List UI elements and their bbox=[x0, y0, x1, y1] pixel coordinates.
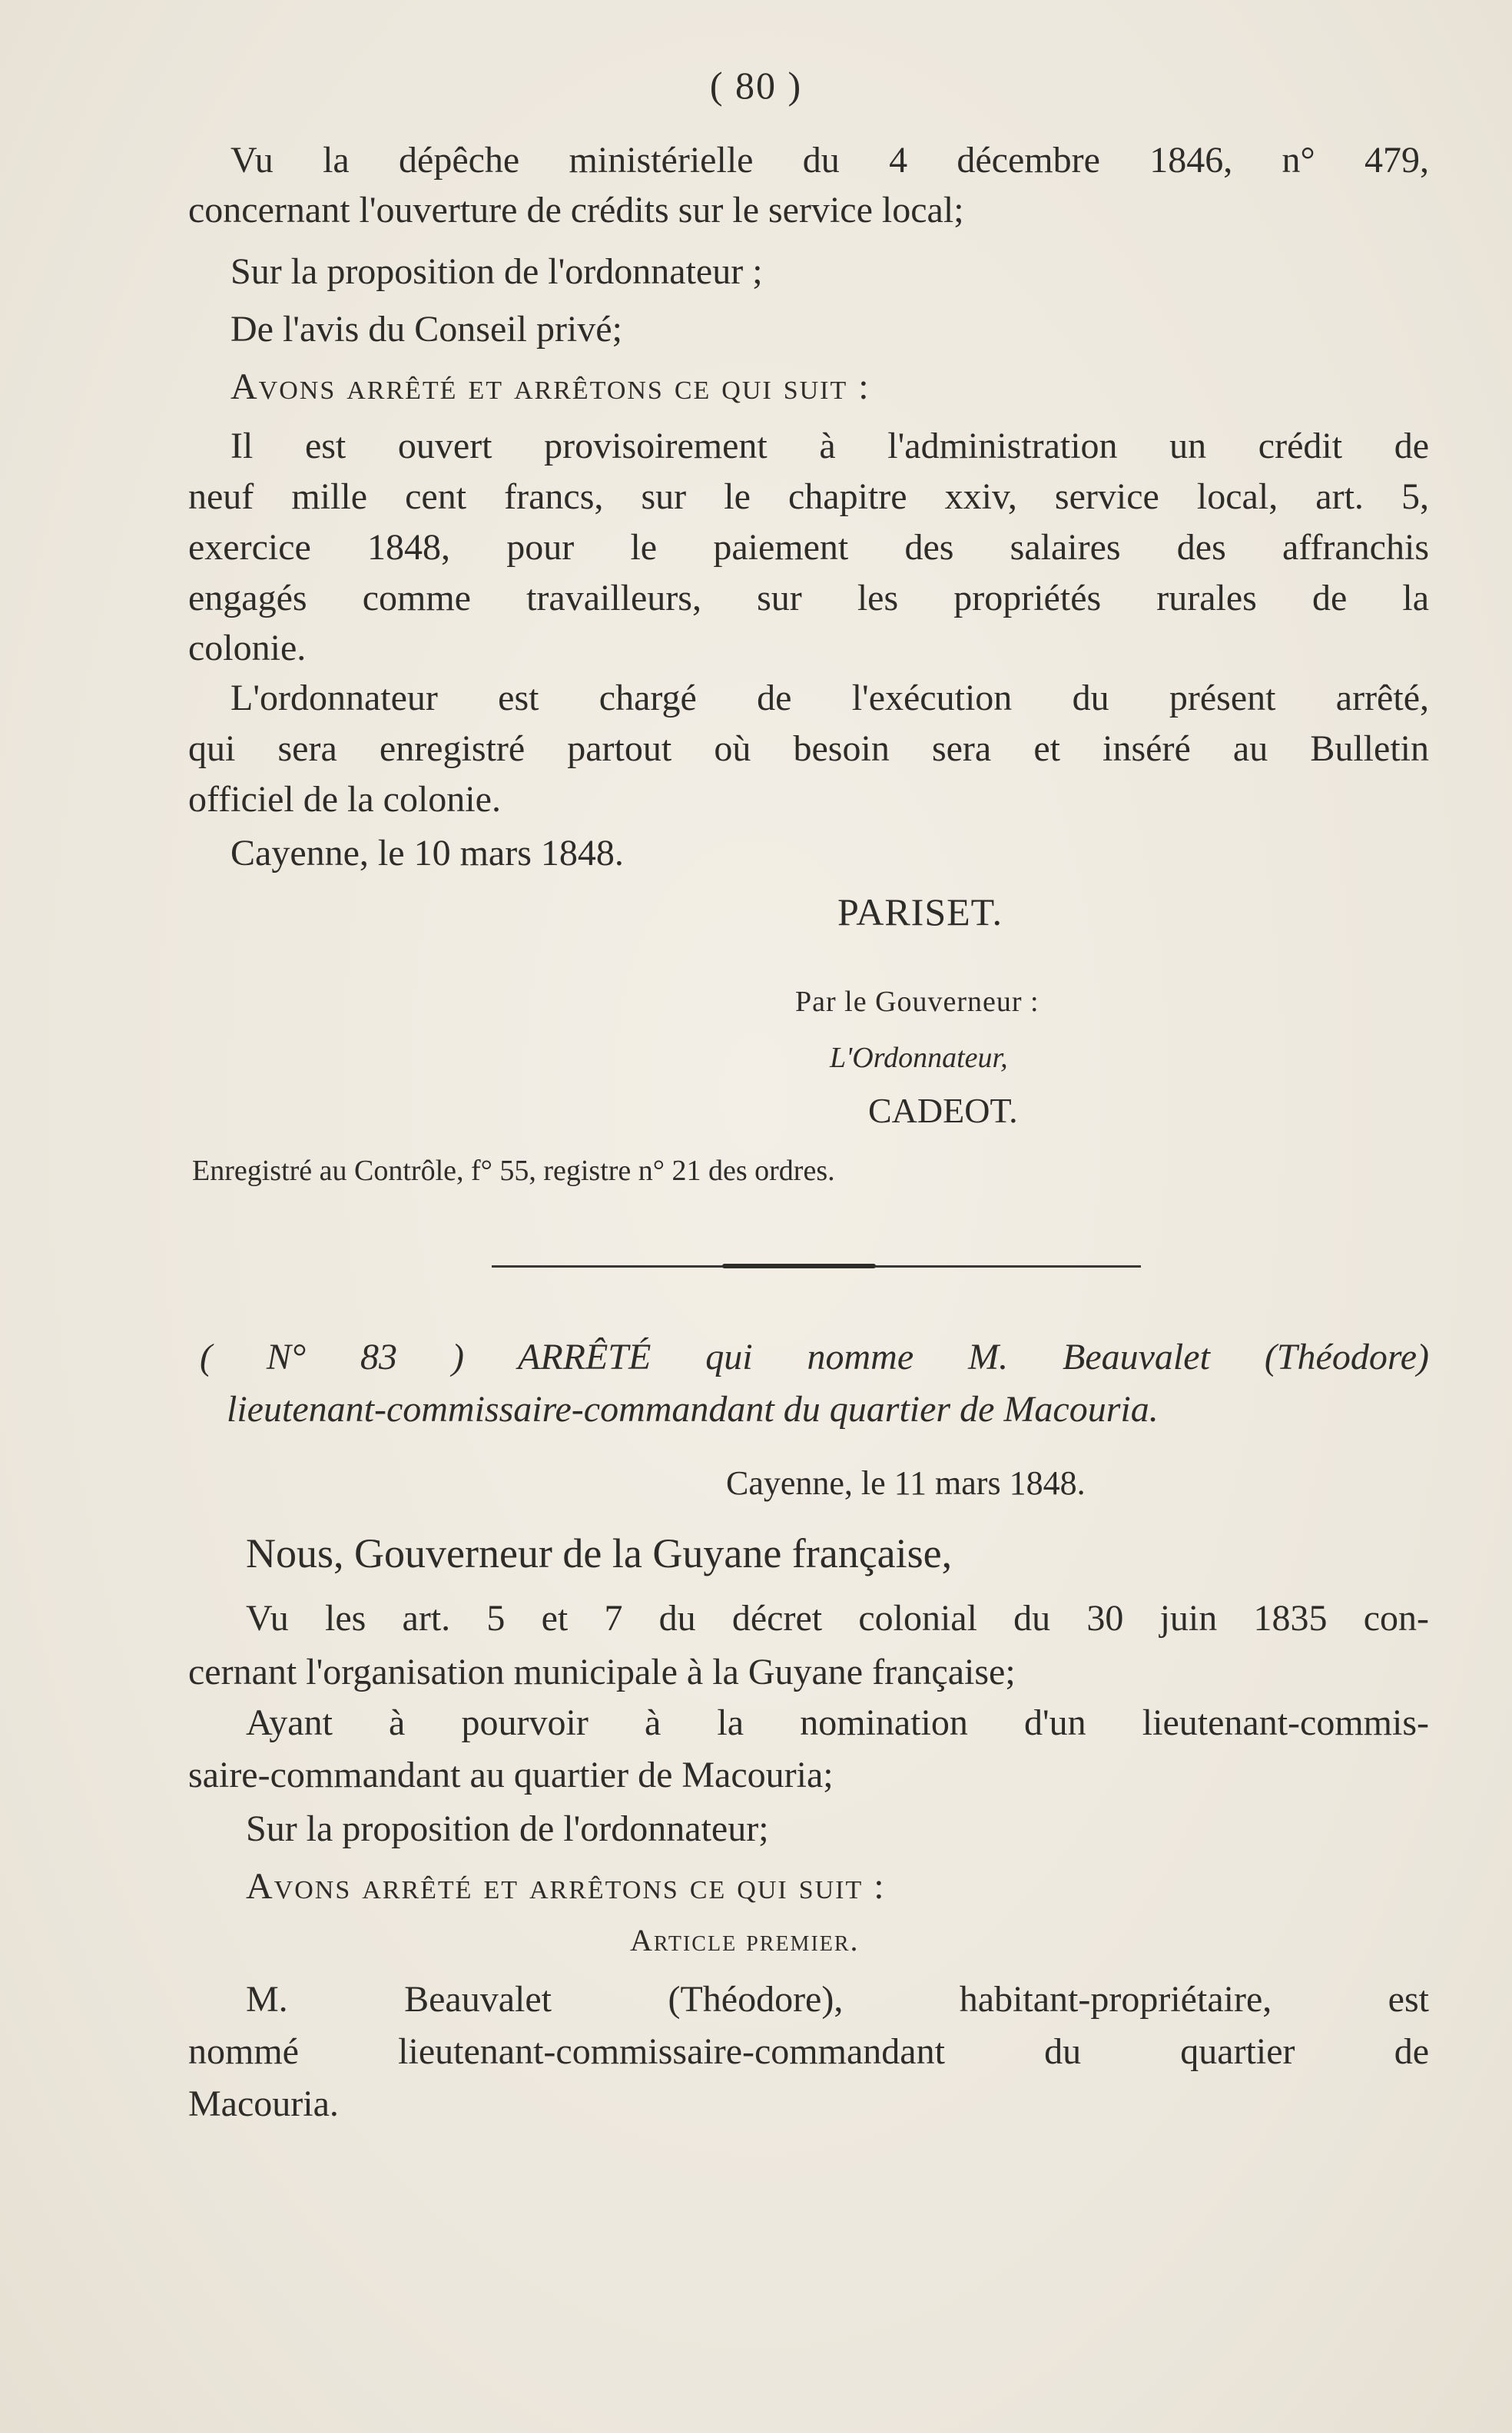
signer-name: PARISET. bbox=[837, 890, 1003, 933]
text-line: cernant l'organisation municipale à la Guyane française; bbox=[188, 1652, 1016, 1692]
execution-line: officiel de la colonie. bbox=[188, 779, 501, 820]
text-line: Vu la dépêche ministérielle du 4 décembre 1846, n° 479, bbox=[230, 140, 1429, 181]
decree-heading: lieutenant-commissaire-commandant du quartier de Macouria. bbox=[227, 1389, 1159, 1430]
article-heading: Article premier. bbox=[630, 1923, 860, 1957]
article-line: nommé lieutenant-commissaire-commandant du quartier de bbox=[188, 2031, 1429, 2072]
text-line: De l'avis du Conseil privé; bbox=[230, 309, 622, 350]
registration-note: Enregistré au Contrôle, f° 55, registre n° 21 des ordres. bbox=[192, 1155, 835, 1187]
article-line: engagés comme travailleurs, sur les propriétés rurales de la bbox=[188, 578, 1429, 618]
place-date: Cayenne, le 10 mars 1848. bbox=[230, 833, 624, 873]
article-line: M. Beauvalet (Théodore), habitant-propriétaire, est bbox=[246, 1979, 1429, 2020]
page-number: ( 80 ) bbox=[709, 64, 803, 107]
article-line: neuf mille cent francs, sur le chapitre xxiv, service local, art. 5, bbox=[188, 476, 1429, 517]
separator-rule bbox=[492, 1265, 1141, 1268]
decree-date: Cayenne, le 11 mars 1848. bbox=[726, 1464, 1086, 1502]
text-line: Vu les art. 5 et 7 du décret colonial du 30 juin 1835 con- bbox=[246, 1598, 1429, 1639]
by-governor: Par le Gouverneur : bbox=[795, 986, 1040, 1018]
text-line: Avons arrêté et arrêtons ce qui suit : bbox=[246, 1866, 886, 1907]
text-line: concernant l'ouverture de crédits sur le service local; bbox=[188, 190, 964, 230]
article-line: exercice 1848, pour le paiement des salaires des affranchis bbox=[188, 527, 1429, 568]
article-line: Macouria. bbox=[188, 2083, 339, 2124]
article-line: Il est ouvert provisoirement à l'administration un crédit de bbox=[230, 426, 1429, 466]
article-line: colonie. bbox=[188, 628, 307, 668]
execution-line: qui sera enregistré partout où besoin sera et inséré au Bulletin bbox=[188, 728, 1429, 769]
ordonnateur-title: L'Ordonnateur, bbox=[830, 1042, 1008, 1074]
text-line: Avons arrêté et arrêtons ce qui suit : bbox=[230, 366, 870, 407]
text-line: Ayant à pourvoir à la nomination d'un lieutenant-commis- bbox=[246, 1702, 1429, 1743]
execution-line: L'ordonnateur est chargé de l'exécution du présent arrêté, bbox=[230, 678, 1429, 718]
text-line: Sur la proposition de l'ordonnateur; bbox=[246, 1808, 769, 1849]
text-line: Sur la proposition de l'ordonnateur ; bbox=[230, 251, 763, 292]
text-line: saire-commandant au quartier de Macouria; bbox=[188, 1755, 834, 1795]
preamble: Nous, Gouverneur de la Guyane française, bbox=[246, 1530, 953, 1576]
decree-heading: ( N° 83 ) ARRÊTÉ qui nomme M. Beauvalet (Théodore) bbox=[200, 1337, 1429, 1377]
countersigner-name: CADEOT. bbox=[868, 1091, 1018, 1130]
